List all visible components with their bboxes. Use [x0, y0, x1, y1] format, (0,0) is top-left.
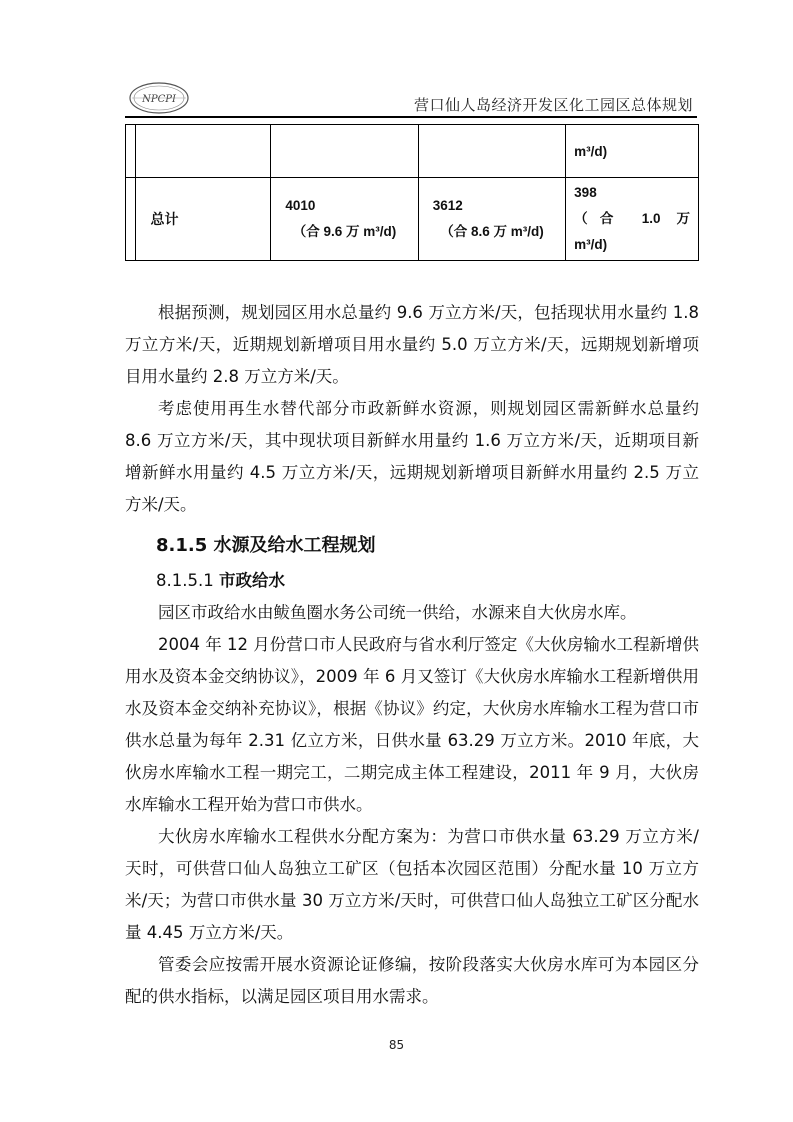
table-cell	[271, 125, 418, 178]
total-label: 总计	[150, 211, 179, 227]
paragraph-agreements: 2004 年 12 月份营口市人民政府与省水利厅签定《大伙房输水工程新增供用水及资本金交纳协议》，2009 年 6 月又签订《大伙房水库输水工程新增供用水及资本金交纳补充协议》，根据《协议》约定，大伙房水库输水工程为营口市供水总量为每年 2.31 亿立方米，日供水量 63.29 万立方米。2010 年底，大伙房水库输水工程一期完工，二期完成主体工程建设，2011 年 9 月，大伙房水库输水工程开始为营口市供水。	[125, 635, 699, 814]
paragraph-water-source: 园区市政给水由鲅鱼圈水务公司统一供给，水源来自大伙房水库。	[158, 603, 637, 622]
paragraph-allocation: 大伙房水库输水工程供水分配方案为：为营口市供水量 63.29 万立方米/天时，可供营口仙人岛独立工矿区（包括本次园区范围）分配水量 10 万立方米/天；为营口市供水量 30 万立方米/天时，可供营口仙人岛独立工矿区分配水量 4.45 万立方米/天。	[125, 827, 699, 942]
table-row	[126, 125, 699, 178]
table-cell	[566, 125, 699, 178]
total-col2-value: 4010	[285, 198, 316, 213]
section-heading: 8.1.5 水源及给水工程规划	[156, 535, 376, 556]
total-col4-unit: m³/d)	[574, 237, 608, 252]
total-col3-value: 3612	[432, 198, 463, 213]
paragraph-water-forecast: 根据预测，规划园区用水总量约 9.6 万立方米/天，包括现状用水量约 1.8 万立方米/天，近期规划新增项目用水量约 5.0 万立方米/天，远期规划新增项目用水量约 2.8 万立方米/天。	[125, 303, 699, 386]
water-demand-table	[125, 124, 699, 261]
paragraph-management: 管委会应按需开展水资源论证修编，按阶段落实大伙房水库可为本园区分配的供水指标，以满足园区项目用水需求。	[125, 955, 699, 1006]
table-cell	[136, 125, 271, 178]
subsection-heading	[156, 567, 285, 591]
total-col2-note: （合 9.6 万 m³/d)	[292, 224, 397, 239]
table-cell	[126, 125, 136, 178]
total-col4-value: 398	[574, 185, 597, 200]
paragraph-reclaimed-water: 考虑使用再生水替代部分市政新鲜水资源，则规划园区需新鲜水总量约 8.6 万立方米/天，其中现状项目新鲜水用量约 1.6 万立方米/天，近期项目新增新鲜水用量约 4.5 万立方米/天，远期规划新增项目新鲜水用量约 2.5 万立方米/天。	[125, 399, 699, 514]
total-col3-note: （合 8.6 万 m³/d)	[440, 224, 544, 239]
header-title: 营口仙人岛经济开发区化工园区总体规划	[413, 96, 693, 114]
table-cell	[418, 125, 565, 178]
table-row-total	[126, 178, 699, 261]
table-cell	[418, 178, 565, 261]
subsection-number: 8.1.5.1	[156, 571, 219, 590]
table-cell-text: m³/d)	[574, 143, 608, 159]
table-cell	[126, 178, 136, 261]
total-col4-note: （合 1.0 万	[574, 211, 690, 226]
table-cell	[271, 178, 418, 261]
table-cell	[566, 178, 699, 261]
page-number: 85	[388, 1038, 405, 1052]
table-cell	[136, 178, 271, 261]
npcpi-logo	[128, 80, 190, 116]
svg-text:NPCPI: NPCPI	[142, 94, 176, 105]
header-rule	[125, 116, 697, 118]
subsection-title: 市政给水	[218, 571, 285, 590]
